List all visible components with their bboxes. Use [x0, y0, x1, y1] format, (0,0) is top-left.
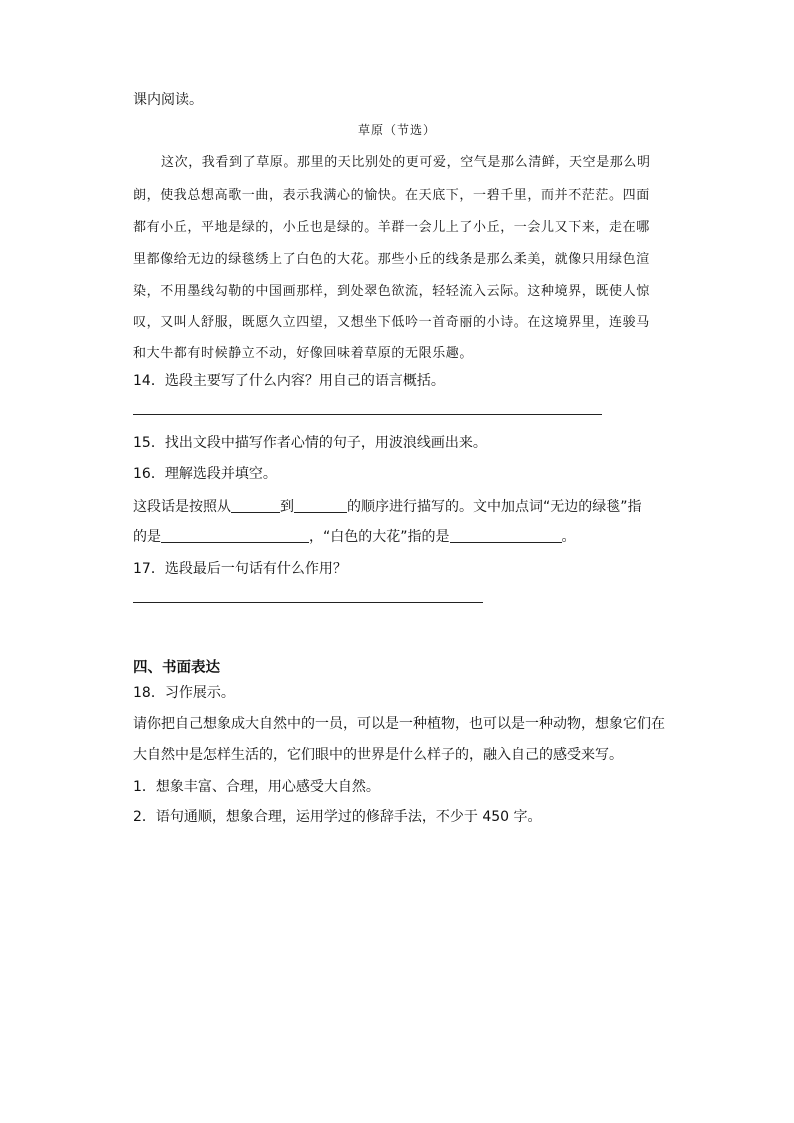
- passage-line: 里都像给无边的绿毯绣上了白色的大花。那些小丘的线条是那么柔美，就像只用绿色渲: [133, 252, 650, 267]
- intro-text: 课内阅读。: [133, 92, 203, 108]
- question-15: 15．找出文段中描写作者心情的句子，用波浪线画出来。: [133, 435, 487, 451]
- passage-line: 和大牛都有时候静立不动，好像回味着草原的无限乐趣。: [133, 346, 474, 361]
- q16-fill-line-2: [133, 526, 576, 546]
- q16-text: 。: [561, 529, 576, 545]
- blank-to[interactable]: [294, 497, 347, 513]
- passage-title: 草原（节选）: [357, 123, 436, 137]
- passage-line: 朗，使我总想高歌一曲，表示我满心的愉快。在天底下，一碧千里，而并不茫茫。四面: [133, 188, 650, 203]
- passage-line: 都有小丘，平地是绿的，小丘也是绿的。羊群一会儿上了小丘，一会儿又下来，走在哪: [133, 220, 650, 235]
- question-18: 18．习作展示。: [133, 685, 235, 701]
- section-title: 四、书面表达: [133, 660, 220, 676]
- passage-line: 这次，我看到了草原。那里的天比别处的更可爱，空气是那么清鲜，天空是那么明: [161, 155, 651, 170]
- q16-text: 的顺序进行描写的。文中加点词“无边的绿毯”指: [347, 499, 642, 515]
- answer-line-17[interactable]: [133, 602, 483, 603]
- q16-text: 到: [280, 499, 294, 515]
- q16-fill-line-1: [133, 496, 642, 516]
- essay-requirement-1: 1．想象丰富、合理，用心感受大自然。: [133, 779, 380, 795]
- q16-text: 这段话是按照从: [133, 499, 231, 515]
- q16-text: ，“白色的大花”指的是: [309, 529, 450, 545]
- blank-from[interactable]: [231, 497, 280, 513]
- question-16: 16．理解选段并填空。: [133, 466, 277, 482]
- question-17: 17．选段最后一句话有什么作用？: [133, 561, 347, 577]
- q16-text: 的是: [133, 529, 161, 545]
- blank-white-flowers[interactable]: [450, 527, 562, 543]
- answer-line-14[interactable]: [133, 414, 602, 415]
- question-14: 14．选段主要写了什么内容？用自己的语言概括。: [133, 373, 445, 389]
- essay-prompt-line: 大自然中是怎样生活的，它们眼中的世界是什么样子的，融入自己的感受来写。: [133, 747, 623, 763]
- passage-line: 叹，又叫人舒服，既愿久立四望，又想坐下低吟一首奇丽的小诗。在这境界里，连骏马: [133, 315, 650, 330]
- passage-line: 染，不用墨线勾勒的中国画那样，到处翠色欲流，轻轻流入云际。这种境界，既使人惊: [133, 284, 650, 299]
- essay-prompt-line: 请你把自己想象成大自然中的一员，可以是一种植物，也可以是一种动物，想象它们在: [133, 716, 665, 732]
- essay-requirement-2: 2．语句通顺，想象合理，运用学过的修辞手法，不少于 450 字。: [133, 809, 542, 825]
- blank-green-carpet[interactable]: [161, 527, 309, 543]
